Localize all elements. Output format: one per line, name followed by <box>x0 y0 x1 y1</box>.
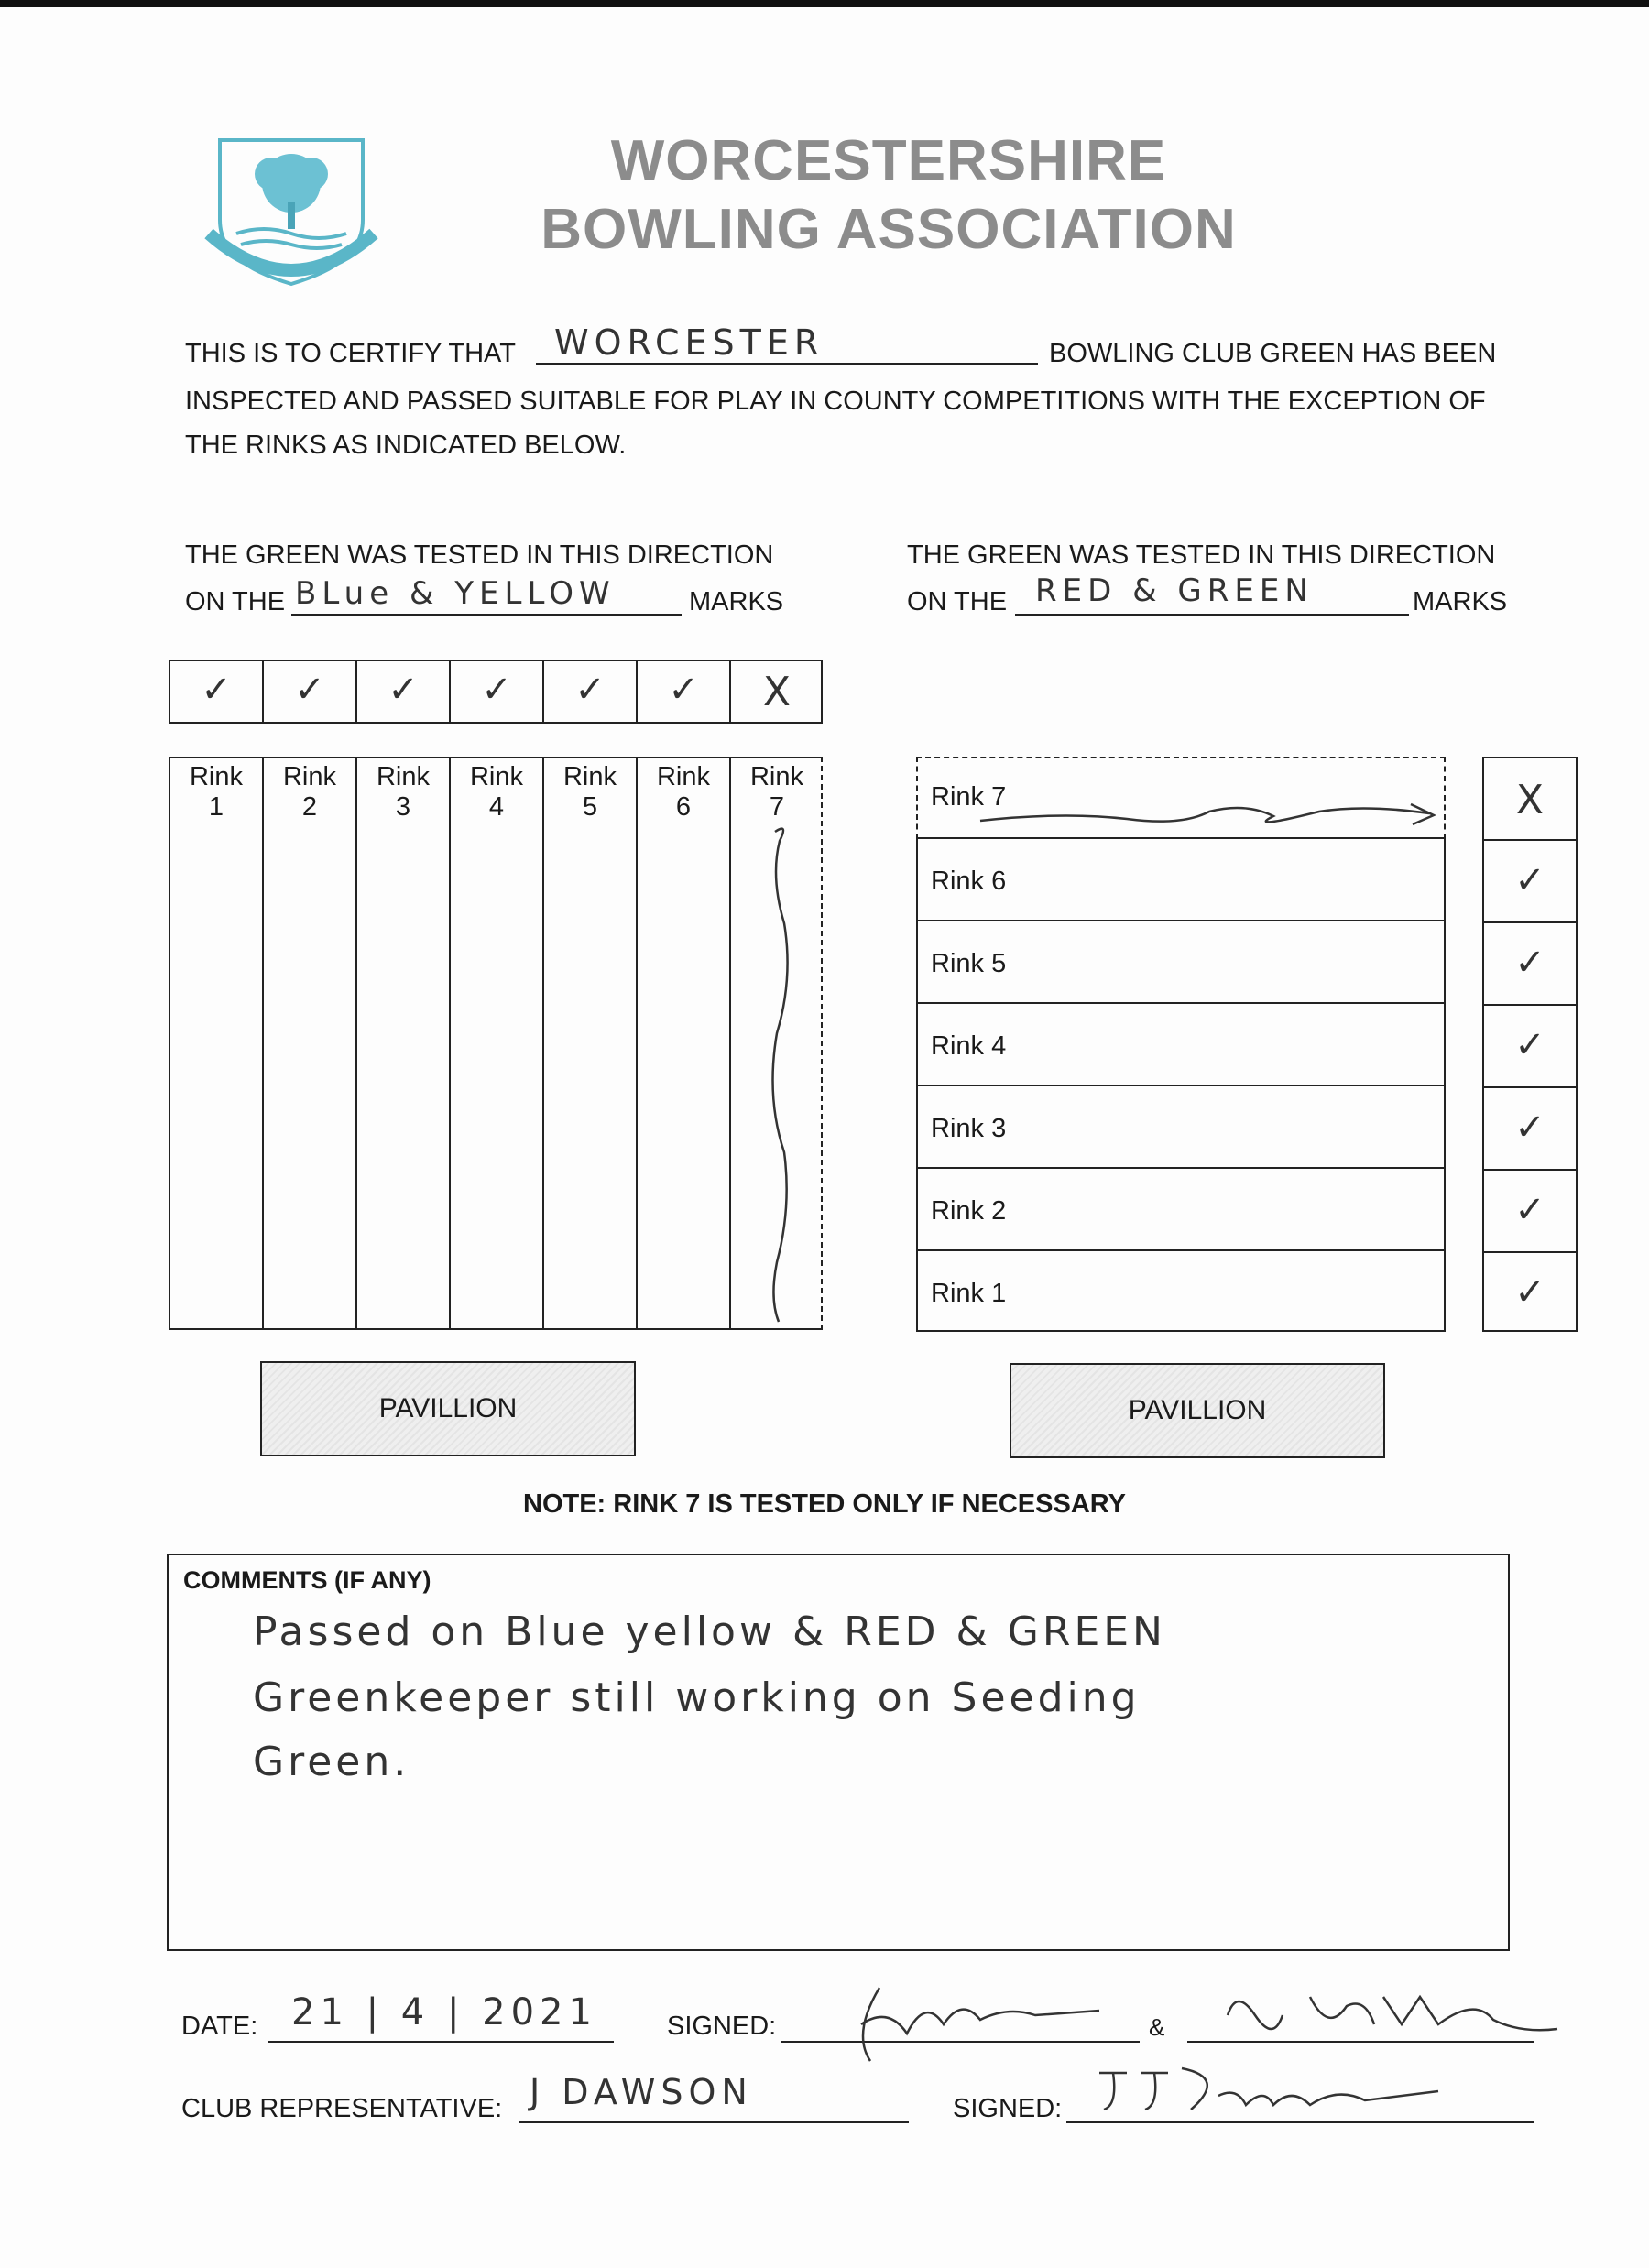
left-check-rink-5: ✓ <box>574 669 606 711</box>
right-rink-row-7: Rink 7 <box>931 782 1007 812</box>
scan-top-border <box>0 0 1649 7</box>
right-check-rink-4: ✓ <box>1514 1024 1545 1066</box>
left-marks-handwritten: BLue & YELLOW <box>295 575 616 612</box>
certify-line-2: INSPECTED AND PASSED SUITABLE FOR PLAY IN COUNTY COMPETITIONS WITH THE EXCEPTION OF <box>185 387 1486 416</box>
left-rink-2-label: Rink 2 <box>282 762 336 822</box>
title-line-1: WORCESTERSHIRE <box>610 129 1167 192</box>
right-marks-handwritten: RED & GREEN <box>1035 572 1314 609</box>
certify-suffix: BOWLING CLUB GREEN HAS BEEN <box>1049 339 1497 368</box>
left-rink-6-label: Rink 6 <box>656 762 710 822</box>
right-check-rink-1: ✓ <box>1514 1271 1545 1314</box>
signature-3 <box>1090 2059 1457 2123</box>
certify-prefix: THIS IS TO CERTIFY THAT <box>185 339 516 368</box>
left-check-rink-2: ✓ <box>294 669 325 711</box>
right-check-rink-6: ✓ <box>1514 859 1545 901</box>
left-check-row <box>169 660 823 724</box>
left-rink-1-label: Rink 1 <box>189 762 243 822</box>
club-name-line <box>536 363 1038 365</box>
left-check-rink-7: X <box>762 669 792 715</box>
right-pavilion: PAVILLION <box>1010 1363 1385 1458</box>
comments-line-3: Green. <box>253 1739 410 1785</box>
left-marks-label: MARKS <box>689 587 784 616</box>
left-rink-3-label: Rink 3 <box>376 762 430 822</box>
right-marks-line <box>1015 614 1409 616</box>
right-rink-diagram <box>916 757 1446 1332</box>
left-on-the: ON THE <box>185 587 286 616</box>
left-check-rink-4: ✓ <box>481 669 512 711</box>
right-check-rink-5: ✓ <box>1514 942 1545 984</box>
association-logo <box>200 133 383 289</box>
comments-line-1: Passed on Blue yellow & RED & GREEN <box>253 1608 1166 1655</box>
club-rep-handwritten: J DAWSON <box>530 2072 753 2112</box>
left-check-rink-6: ✓ <box>668 669 699 711</box>
ampersand: & <box>1149 2013 1165 2041</box>
left-check-rink-3: ✓ <box>388 669 419 711</box>
left-pavilion: PAVILLION <box>260 1361 636 1456</box>
comments-box <box>167 1554 1510 1951</box>
date-handwritten: 21 | 4 | 2021 <box>291 1991 597 2034</box>
right-rink-row-6: Rink 6 <box>916 837 1446 920</box>
left-rink-4-label: Rink 4 <box>469 762 523 822</box>
signed-label-1: SIGNED: <box>667 2012 777 2041</box>
signature-2 <box>1218 1979 1567 2052</box>
club-rep-label: CLUB REPRESENTATIVE: <box>181 2094 503 2123</box>
comments-label: COMMENTS (IF ANY) <box>183 1566 431 1594</box>
rink-7-note: NOTE: RINK 7 IS TESTED ONLY IF NECESSARY <box>523 1489 1126 1519</box>
rink-7-arrow-mark <box>971 784 1447 839</box>
certify-line-3: THE RINKS AS INDICATED BELOW. <box>185 431 627 460</box>
left-rink-7-label: Rink 7 <box>749 762 803 822</box>
comments-line-2: Greenkeeper still working on Seeding <box>253 1674 1141 1721</box>
club-rep-line <box>519 2121 909 2123</box>
left-check-rink-1: ✓ <box>201 669 232 711</box>
signed-label-2: SIGNED: <box>953 2094 1063 2123</box>
right-marks-label: MARKS <box>1413 587 1508 616</box>
right-rink-row-2: Rink 2 <box>916 1167 1446 1249</box>
right-on-the: ON THE <box>907 587 1008 616</box>
title-line-2: BOWLING ASSOCIATION <box>541 198 1237 261</box>
right-check-column <box>1482 757 1578 1332</box>
rink-7-squiggle-mark <box>757 823 803 1326</box>
left-test-heading: THE GREEN WAS TESTED IN THIS DIRECTION <box>185 540 774 570</box>
right-rink-row-3: Rink 3 <box>916 1085 1446 1167</box>
right-test-heading: THE GREEN WAS TESTED IN THIS DIRECTION <box>907 540 1496 570</box>
right-rink-row-1: Rink 1 <box>916 1249 1446 1332</box>
date-line <box>268 2041 614 2043</box>
date-label: DATE: <box>181 2012 258 2041</box>
right-check-rink-7: X <box>1515 777 1545 823</box>
left-rink-5-label: Rink 5 <box>562 762 617 822</box>
right-rink-row-4: Rink 4 <box>916 1002 1446 1085</box>
left-rink-diagram <box>169 757 823 1330</box>
right-rink-row-5: Rink 5 <box>916 920 1446 1002</box>
right-check-rink-2: ✓ <box>1514 1189 1545 1231</box>
signature-1 <box>824 1969 1136 2070</box>
club-name-handwritten: WORCESTER <box>554 322 824 363</box>
right-check-rink-3: ✓ <box>1514 1107 1545 1149</box>
left-marks-line <box>291 614 682 616</box>
